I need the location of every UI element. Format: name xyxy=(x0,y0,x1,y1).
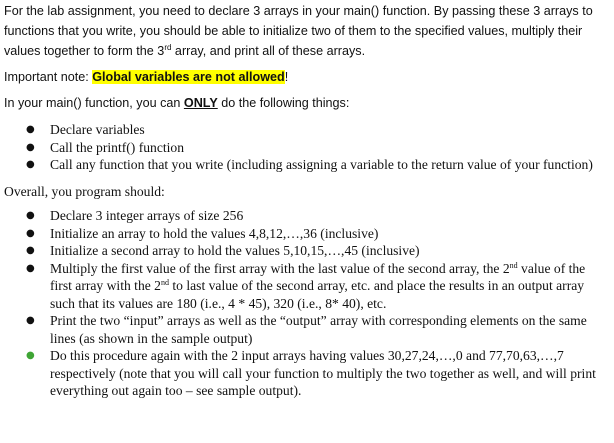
list-item: ● Declare variables xyxy=(26,122,145,137)
list-item: ● Initialize an array to hold the values 4,8,12,…,36 (inclusive) xyxy=(26,225,379,241)
bullet-icon: ● xyxy=(26,315,35,326)
list-item: ● Print the two “input” arrays as well as the “output” array with corresponding elements on the same lines (as shown in the sample output) xyxy=(26,313,587,346)
intro-paragraph xyxy=(4,1,610,61)
superscript-nd: nd xyxy=(509,260,518,270)
list-item: ● Initialize a second array to hold the values 5,10,15,…,45 (inclusive) xyxy=(26,243,420,258)
main-rule-text-end: do the following things: xyxy=(217,96,350,110)
allowed-list xyxy=(4,121,610,174)
bullet-icon: ● xyxy=(26,262,35,274)
bullet-icon: ● xyxy=(26,245,35,256)
bullet-icon: ● xyxy=(26,227,35,239)
list-item: ● Do this procedure again with the 2 input arrays having values 30,27,24,…,0 and 77,70,63,…,7 respectively (note that you will call your function to multiply the two together as well, and will print everything out again too – see sample output). xyxy=(26,348,596,398)
only-emphasis: ONLY xyxy=(183,96,218,110)
list-item: ● Call the printf() function xyxy=(26,139,185,155)
steps-list xyxy=(4,207,610,400)
bullet-icon-green: ● xyxy=(26,350,35,361)
document-body xyxy=(4,0,610,400)
list-item: ● Declare 3 integer arrays of size 256 xyxy=(26,208,244,223)
overall-heading: Overall, you program should: xyxy=(4,183,165,199)
important-note xyxy=(4,67,610,87)
superscript-rd: rd xyxy=(164,43,172,52)
bullet-icon: ● xyxy=(26,124,35,135)
list-item: ● Call any function that you write (including assigning a variable to the return value of your function) xyxy=(26,157,593,172)
main-rule-text: In your main() function, you can xyxy=(4,96,184,110)
list-item: ● Multiply the first value of the first array with the last value of the second array, the 2nd value of the first array with the 2nd to last value of the second array, etc. and place the results in an output array such that its values are 180 (i.e., 4 * 45), 320 (i.e., 8* 40), etc. xyxy=(26,260,586,311)
highlighted-warning: Global variables are not allowed xyxy=(92,70,285,84)
main-rule xyxy=(4,93,610,113)
superscript-nd: nd xyxy=(160,278,169,287)
important-label: Important note: xyxy=(4,70,93,84)
intro-text-end: array, and print all of these arrays. xyxy=(171,44,366,58)
bullet-icon: ● xyxy=(26,159,35,170)
bullet-icon: ● xyxy=(26,210,35,221)
intro-text: For the lab assignment, you need to declare 3 arrays in your main() function. By passing these 3 arrays to functions that you write, you should be able to initialize two of them to the specified values, multiply their values together to form the 3 xyxy=(4,4,593,58)
bullet-icon: ● xyxy=(26,141,35,153)
important-end: ! xyxy=(284,70,289,84)
